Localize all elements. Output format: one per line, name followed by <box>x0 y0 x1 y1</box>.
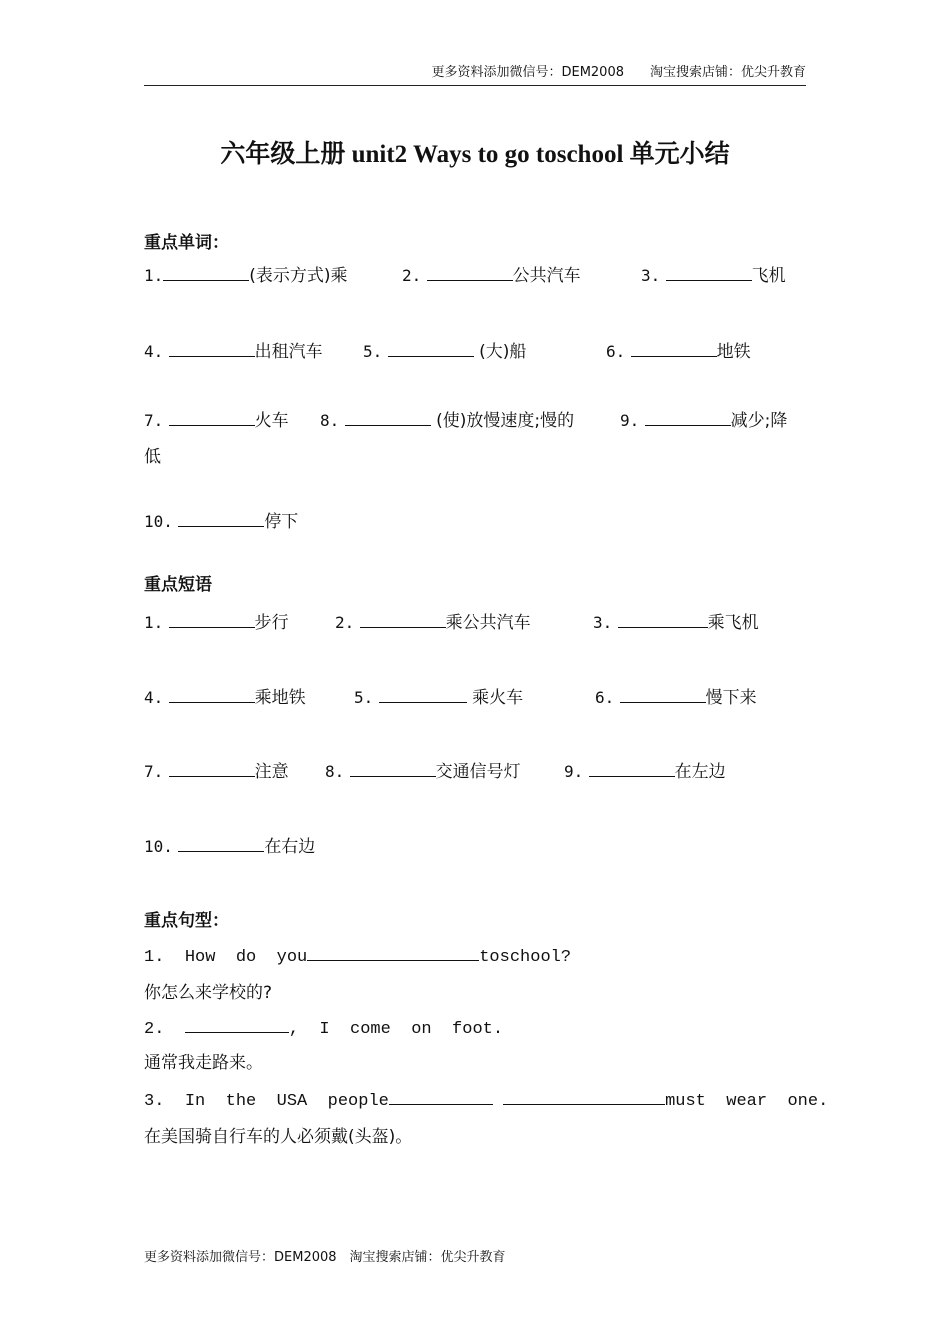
answer-blank <box>388 340 474 357</box>
page-header: 更多资料添加微信号：DEM2008 淘宝搜索店铺：优尖升教育 <box>144 64 806 86</box>
phrase-item: 3. 乘飞机 <box>593 613 759 633</box>
answer-blank <box>360 611 446 628</box>
answer-blank <box>589 760 675 777</box>
sentence-3: 3. In the USA people must wear one. <box>144 1088 828 1111</box>
phrase-item: 5. 乘火车 <box>354 688 524 708</box>
answer-blank <box>427 264 513 281</box>
answer-blank <box>389 1088 493 1105</box>
answer-blank <box>307 944 479 961</box>
answer-blank <box>178 510 264 527</box>
answer-blank <box>350 760 436 777</box>
word-item: 5. (大)船 <box>363 342 527 362</box>
word-item: 1. (表示方式)乘 <box>144 266 348 286</box>
word-item: 9. 减少;降 <box>620 411 788 431</box>
words-heading: 重点单词： <box>144 233 229 253</box>
phrase-item: 2. 乘公共汽车 <box>335 613 531 633</box>
answer-blank <box>169 340 255 357</box>
answer-blank <box>185 1016 289 1033</box>
word-item: 8. (使)放慢速度;慢的 <box>320 411 575 431</box>
answer-blank <box>345 409 431 426</box>
answer-blank <box>178 835 264 852</box>
phrase-item: 4. 乘地铁 <box>144 688 306 708</box>
word-item: 10. 停下 <box>144 512 299 532</box>
word-item: 2. 公共汽车 <box>402 266 581 286</box>
word-item-continued: 低 <box>144 447 161 467</box>
sentence-1-translation: 你怎么来学校的? <box>144 983 273 1003</box>
sentence-1: 1. How do you toschool? <box>144 944 571 967</box>
phrase-item: 6. 慢下来 <box>595 688 757 708</box>
answer-blank <box>645 409 731 426</box>
word-item: 7. 火车 <box>144 411 289 431</box>
answer-blank <box>163 264 249 281</box>
answer-blank <box>620 686 706 703</box>
phrases-heading: 重点短语 <box>144 575 212 595</box>
sentence-2: 2. , I come on foot. <box>144 1016 503 1039</box>
word-item: 6. 地铁 <box>606 342 751 362</box>
answer-blank <box>631 340 717 357</box>
answer-blank <box>618 611 708 628</box>
phrase-item: 10. 在右边 <box>144 837 316 857</box>
document-title: 六年级上册 unit2 Ways to go toschool 单元小结 <box>220 141 730 168</box>
sentences-heading: 重点句型： <box>144 911 229 931</box>
sentence-2-translation: 通常我走路来。 <box>144 1053 263 1073</box>
sentence-3-translation: 在美国骑自行车的人必须戴(头盔)。 <box>144 1127 413 1147</box>
page-footer: 更多资料添加微信号：DEM2008 淘宝搜索店铺：优尖升教育 <box>144 1250 506 1265</box>
phrase-item: 9. 在左边 <box>564 762 726 782</box>
answer-blank <box>666 264 752 281</box>
answer-blank <box>503 1088 665 1105</box>
answer-blank <box>169 409 255 426</box>
word-item: 4. 出租汽车 <box>144 342 323 362</box>
answer-blank <box>169 686 255 703</box>
answer-blank <box>169 760 255 777</box>
word-item: 3. 飞机 <box>641 266 786 286</box>
answer-blank <box>379 686 467 703</box>
phrase-item: 7. 注意 <box>144 762 289 782</box>
phrase-item: 1. 步行 <box>144 613 289 633</box>
answer-blank <box>169 611 255 628</box>
phrase-item: 8. 交通信号灯 <box>325 762 521 782</box>
